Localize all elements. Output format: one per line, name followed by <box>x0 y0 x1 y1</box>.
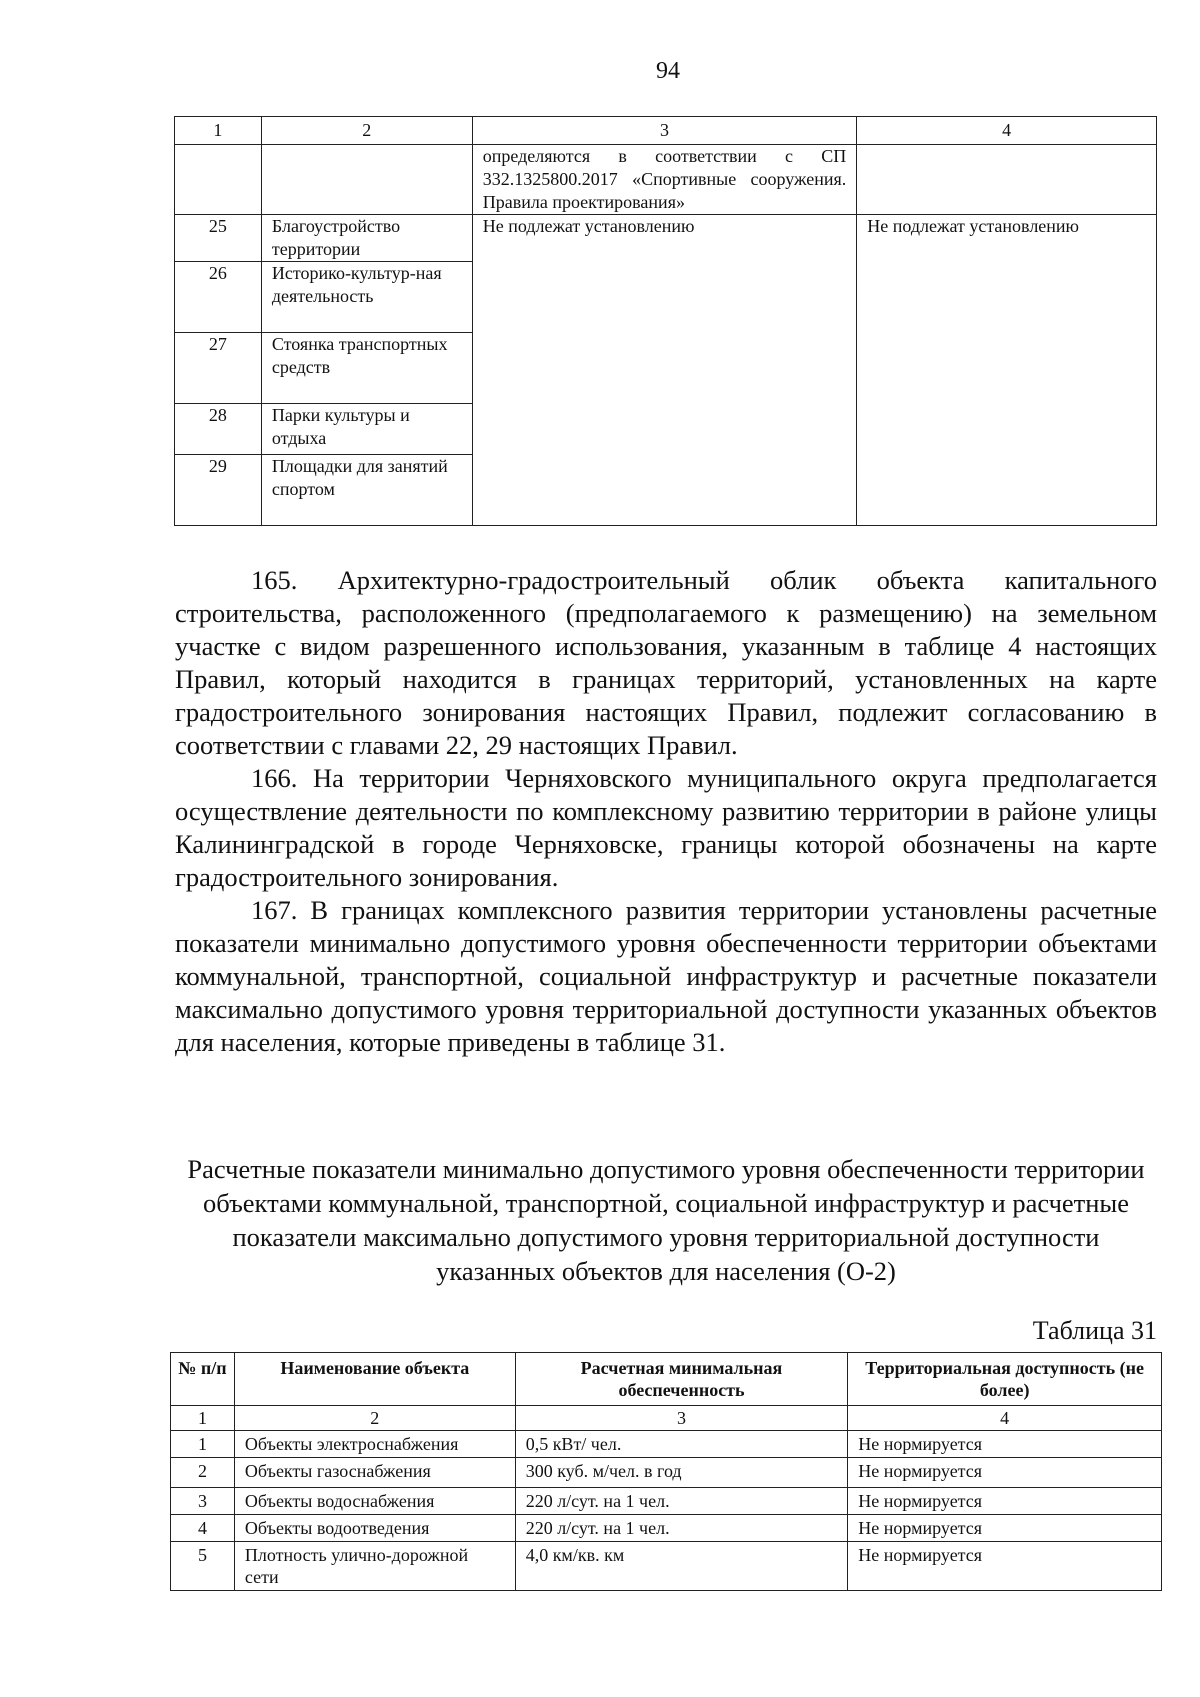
table-header-row <box>171 1353 1162 1406</box>
row-name: Площадки для занятий спортом <box>261 455 472 526</box>
min-provision: 0,5 кВт/ чел. <box>515 1431 848 1458</box>
table-caption: Расчетные показатели минимально допустимого уровня обеспеченности территории объектами коммунальной, транспортной, социальной инфраструктур и расчетные показатели максимально допустимого уровня территориальной доступности указанных объектов для населения (О-2) <box>187 1154 1145 1286</box>
row-number: 26 <box>175 262 262 333</box>
table-row <box>171 1488 1162 1515</box>
table-label: Таблица 31 <box>1032 1316 1157 1345</box>
header-cell: Территориальная доступность (не более) <box>848 1353 1162 1406</box>
paragraph-166: 166. На территории Черняховского муниципального округа предполагается осуществление деятельности по комплексному развитию территории в районе улицы Калининградской в городе Черняховске, границы которой обозначены на карте градостроительного зонирования. <box>175 763 1157 892</box>
header-cell: № п/п <box>171 1353 235 1406</box>
paragraph-167: 167. В границах комплексного развития территории установлены расчетные показатели минимально допустимого уровня обеспеченности территории объектами коммунальной, транспортной, социальной инфраструктур и расчетные показатели максимально допустимого уровня территориальной доступности указанных объектов для населения, которые приведены в таблице 31. <box>175 895 1157 1057</box>
column-number: 4 <box>857 117 1157 145</box>
column-number: 4 <box>848 1406 1162 1431</box>
empty-cell <box>261 145 472 215</box>
header-cell: Расчетная минимальная обеспеченность <box>515 1353 848 1406</box>
column-number: 1 <box>175 117 262 145</box>
accessibility: Не нормируется <box>848 1488 1162 1515</box>
paragraph-165: 165. Архитектурно-градостроительный облик объекта капитального строительства, расположенного (предполагаемого к размещению) на земельном участке с видом разрешенного использования, указанным в таблице 4 настоящих Правил, который находится в границах территорий, установленных на карте градостроительного зонирования настоящих Правил, подлежит согласованию в соответствии с главами 22, 29 настоящих Правил. <box>175 565 1157 760</box>
empty-cell <box>175 145 262 215</box>
row-name: Историко-культур-ная деятельность <box>261 262 472 333</box>
table-row <box>171 1431 1162 1458</box>
accessibility: Не нормируется <box>848 1515 1162 1542</box>
object-name: Объекты электроснабжения <box>234 1431 515 1458</box>
header-cell: Наименование объекта <box>234 1353 515 1406</box>
table-row <box>171 1515 1162 1542</box>
min-provision: 300 куб. м/чел. в год <box>515 1458 848 1488</box>
row-number: 28 <box>175 404 262 455</box>
column-number: 3 <box>515 1406 848 1431</box>
row-name: Парки культуры и отдыха <box>261 404 472 455</box>
column-number-row <box>171 1406 1162 1431</box>
object-name: Объекты водоотведения <box>234 1515 515 1542</box>
table-header-row <box>175 117 1157 145</box>
min-provision: 220 л/сут. на 1 чел. <box>515 1488 848 1515</box>
row-number: 25 <box>175 215 262 262</box>
row-number: 2 <box>171 1458 235 1488</box>
indicators-table <box>170 1352 1162 1591</box>
min-provision: 4,0 км/кв. км <box>515 1542 848 1591</box>
row-number: 27 <box>175 333 262 404</box>
min-provision: 220 л/сут. на 1 чел. <box>515 1515 848 1542</box>
body-text <box>175 564 1157 1059</box>
table-cell: определяются в соответствии с СП 332.1325800.2017 «Спортивные сооружения. Правила проектирования» <box>472 145 857 215</box>
row-number: 4 <box>171 1515 235 1542</box>
accessibility: Не нормируется <box>848 1431 1162 1458</box>
table-row <box>175 145 1157 215</box>
accessibility: Не нормируется <box>848 1458 1162 1488</box>
column-number: 2 <box>234 1406 515 1431</box>
table-row <box>171 1542 1162 1591</box>
table-cell: Не подлежат установлению <box>857 215 1157 526</box>
column-number: 1 <box>171 1406 235 1431</box>
object-name: Объекты газоснабжения <box>234 1458 515 1488</box>
permitted-use-table <box>174 116 1157 526</box>
row-number: 5 <box>171 1542 235 1591</box>
column-number: 2 <box>261 117 472 145</box>
accessibility: Не нормируется <box>848 1542 1162 1591</box>
object-name: Плотность улично-дорожной сети <box>234 1542 515 1591</box>
empty-cell <box>857 145 1157 215</box>
table-cell: Не подлежат установлению <box>472 215 857 526</box>
table-row <box>175 215 1157 262</box>
row-number: 3 <box>171 1488 235 1515</box>
row-number: 29 <box>175 455 262 526</box>
column-number: 3 <box>472 117 857 145</box>
row-name: Благоустройство территории <box>261 215 472 262</box>
page-number: 94 <box>656 58 680 84</box>
row-name: Стоянка транспортных средств <box>261 333 472 404</box>
object-name: Объекты водоснабжения <box>234 1488 515 1515</box>
table-row <box>171 1458 1162 1488</box>
row-number: 1 <box>171 1431 235 1458</box>
